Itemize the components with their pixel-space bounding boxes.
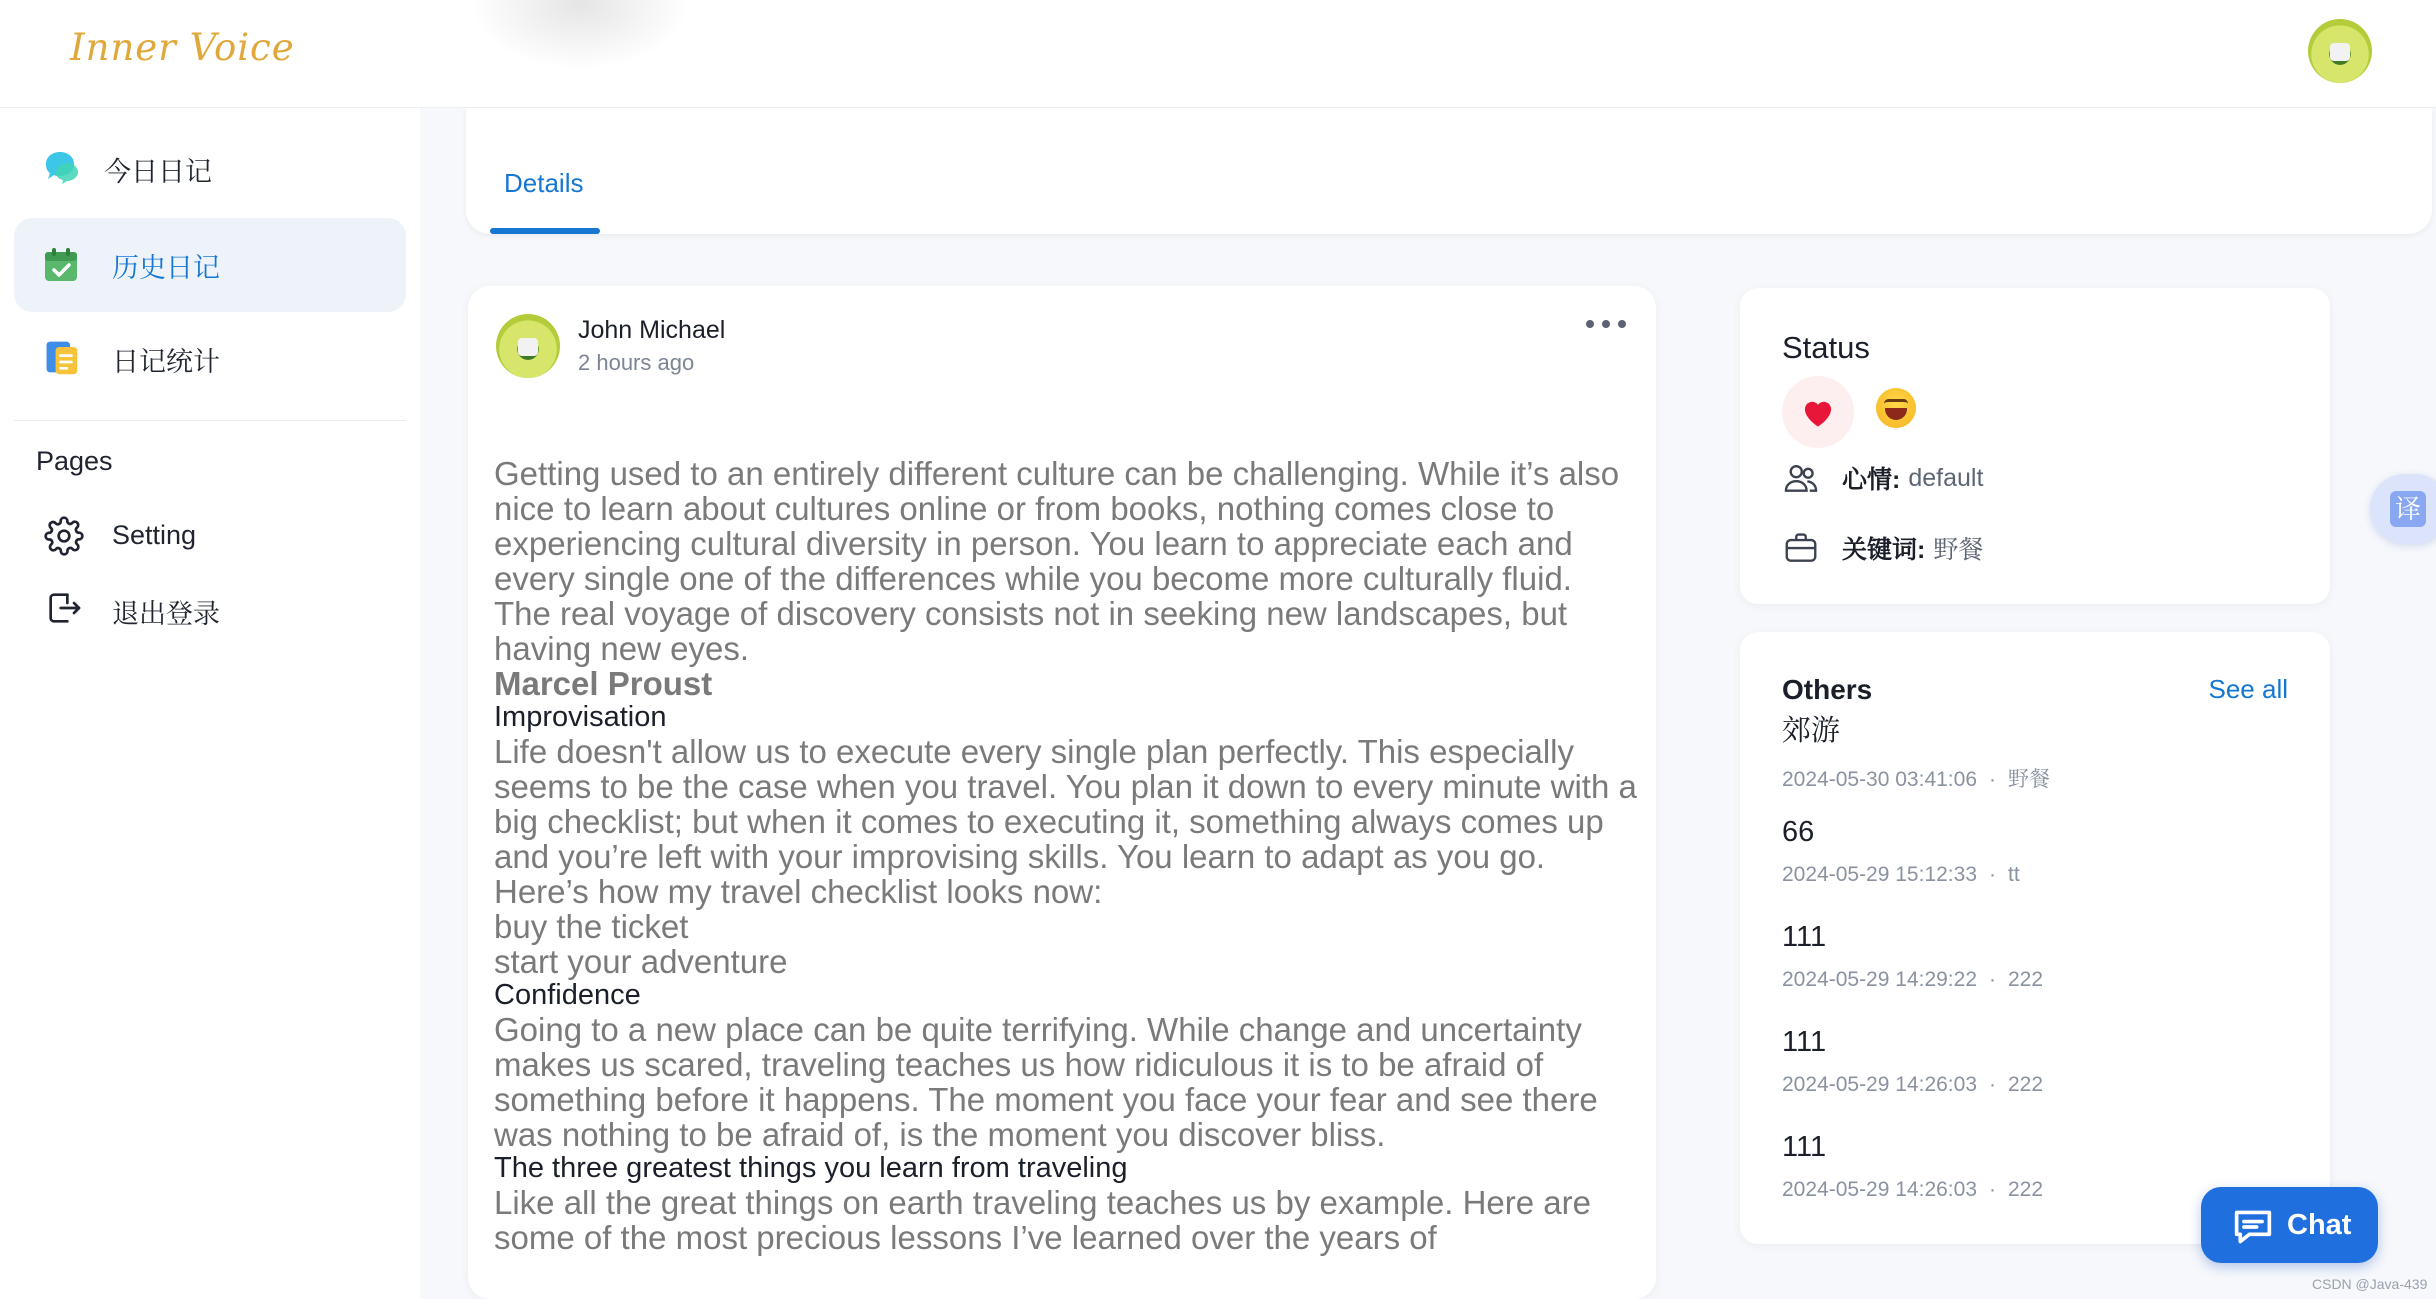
chat-icon [2231, 1207, 2275, 1247]
laughing-emoji-icon[interactable] [1876, 388, 1916, 428]
others-title: Others [1782, 674, 1873, 705]
sidebar-item-label: Setting [112, 520, 197, 550]
post-list-item: buy the ticket [494, 908, 689, 945]
logout-icon [44, 588, 84, 628]
tabs-card [466, 108, 2432, 234]
briefcase-icon [1782, 529, 1820, 567]
sidebar-item-today-diary[interactable] [14, 122, 406, 216]
heart-icon [1800, 396, 1836, 428]
post-body [494, 456, 1644, 1255]
chat-bubble-icon [42, 148, 80, 186]
post-quote: The real voyage of discovery consists not in seeking new landscapes, but having new eyes. [494, 595, 1568, 667]
post-quote-author: Marcel Proust [494, 665, 713, 702]
clipboard-icon [42, 338, 80, 376]
post-card [468, 286, 1656, 1299]
other-item-title: 66 [1782, 816, 1815, 848]
sidebar-item-label: 历史日记 [112, 252, 220, 283]
translate-button[interactable] [2370, 474, 2436, 544]
user-avatar[interactable] [2308, 19, 2372, 83]
post-list-item: start your adventure [494, 943, 788, 980]
others-card [1740, 632, 2330, 1244]
sidebar-item-label: 日记统计 [112, 346, 220, 377]
other-item-meta: 2024-05-29 14:26:03 · 222 [1782, 1073, 2044, 1096]
other-item-title: 111 [1782, 1026, 1827, 1058]
other-item-meta: 2024-05-30 03:41:06 · 野餐 [1782, 768, 2050, 791]
post-heading: Improvisation [494, 701, 667, 733]
post-paragraph: Going to a new place can be quite terrifying. While change and uncertainty makes us scared, traveling teaches us how ridiculous it is to be afraid of something before it happens. The moment you face your fear and see there was nothing to be afraid of, is the moment you discover bliss. [494, 1011, 1598, 1153]
other-item-title: 郊游 [1782, 715, 1841, 747]
post-heading: The three greatest things you learn from traveling [494, 1152, 1128, 1184]
brand-logo[interactable]: Inner Voice [70, 26, 295, 69]
more-options-icon[interactable] [1586, 320, 1626, 332]
post-time: 2 hours ago [578, 350, 695, 375]
chat-button-label: Chat [2287, 1209, 2352, 1241]
decorative-shadow [470, 0, 690, 70]
status-title: Status [1782, 330, 1870, 365]
other-item-meta: 2024-05-29 14:26:03 · 222 [1782, 1178, 2044, 1201]
keyword-value: 野餐 [1933, 536, 1984, 564]
translate-icon: 译 [2390, 491, 2426, 527]
sidebar-item-label: 退出登录 [112, 599, 220, 629]
sidebar-item-logout[interactable] [14, 576, 406, 640]
sidebar-item-setting[interactable] [14, 504, 406, 568]
post-paragraph: Getting used to an entirely different culture can be challenging. While it’s also nice to learn about cultures online or from books, nothing comes close to experiencing cultural diversity in person. You learn to appreciate each and every single one of the differences while you become more culturally fluid. [494, 455, 1620, 597]
list-item[interactable] [1782, 708, 2302, 793]
top-bar [0, 0, 2436, 108]
sidebar-item-history-diary[interactable] [14, 218, 406, 312]
mood-value: default [1908, 463, 1984, 492]
post-paragraph: Life doesn't allow us to execute every single plan perfectly. This especially seems to be the case when you travel. You plan it down to every minute with a big checklist; but when it comes to executing it, something always comes up and you’re left with your improvising skills. You learn to adapt as you go. Here’s how my travel checklist looks now: [494, 733, 1637, 910]
other-item-meta: 2024-05-29 15:12:33 · tt [1782, 863, 2020, 886]
watermark: CSDN @Java-439 [2312, 1276, 2428, 1292]
post-heading: Confidence [494, 979, 641, 1011]
status-card [1740, 288, 2330, 604]
sidebar-item-label: 今日日记 [104, 156, 212, 187]
calendar-icon [42, 246, 80, 284]
list-item[interactable] [1782, 816, 2302, 887]
sidebar-item-diary-stats[interactable] [14, 312, 406, 406]
see-all-link[interactable]: See all [2208, 674, 2288, 704]
pages-section-title: Pages [36, 446, 113, 476]
users-icon [1782, 459, 1820, 497]
gear-icon [44, 516, 84, 556]
sidebar-divider [14, 420, 406, 421]
chat-button[interactable] [2201, 1187, 2378, 1263]
mood-label: 心情: [1842, 466, 1901, 494]
list-item[interactable] [1782, 921, 2302, 992]
post-paragraph: Like all the great things on earth traveling teaches us by example. Here are some of the most precious lessons I’ve learned over the years of [494, 1184, 1591, 1256]
tab-details[interactable]: Details [504, 168, 584, 198]
mood-row [1782, 456, 1983, 500]
other-item-meta: 2024-05-29 14:29:22 · 222 [1782, 968, 2044, 991]
tab-active-indicator [490, 228, 600, 234]
keyword-label: 关键词: [1842, 536, 1926, 564]
list-item[interactable] [1782, 1026, 2302, 1097]
like-button[interactable] [1782, 376, 1854, 448]
author-avatar[interactable] [496, 314, 560, 378]
other-item-title: 111 [1782, 1131, 1827, 1163]
sidebar [0, 108, 420, 1299]
other-item-title: 111 [1782, 921, 1827, 953]
post-author[interactable]: John Michael [578, 316, 726, 344]
keyword-row [1782, 526, 1983, 570]
